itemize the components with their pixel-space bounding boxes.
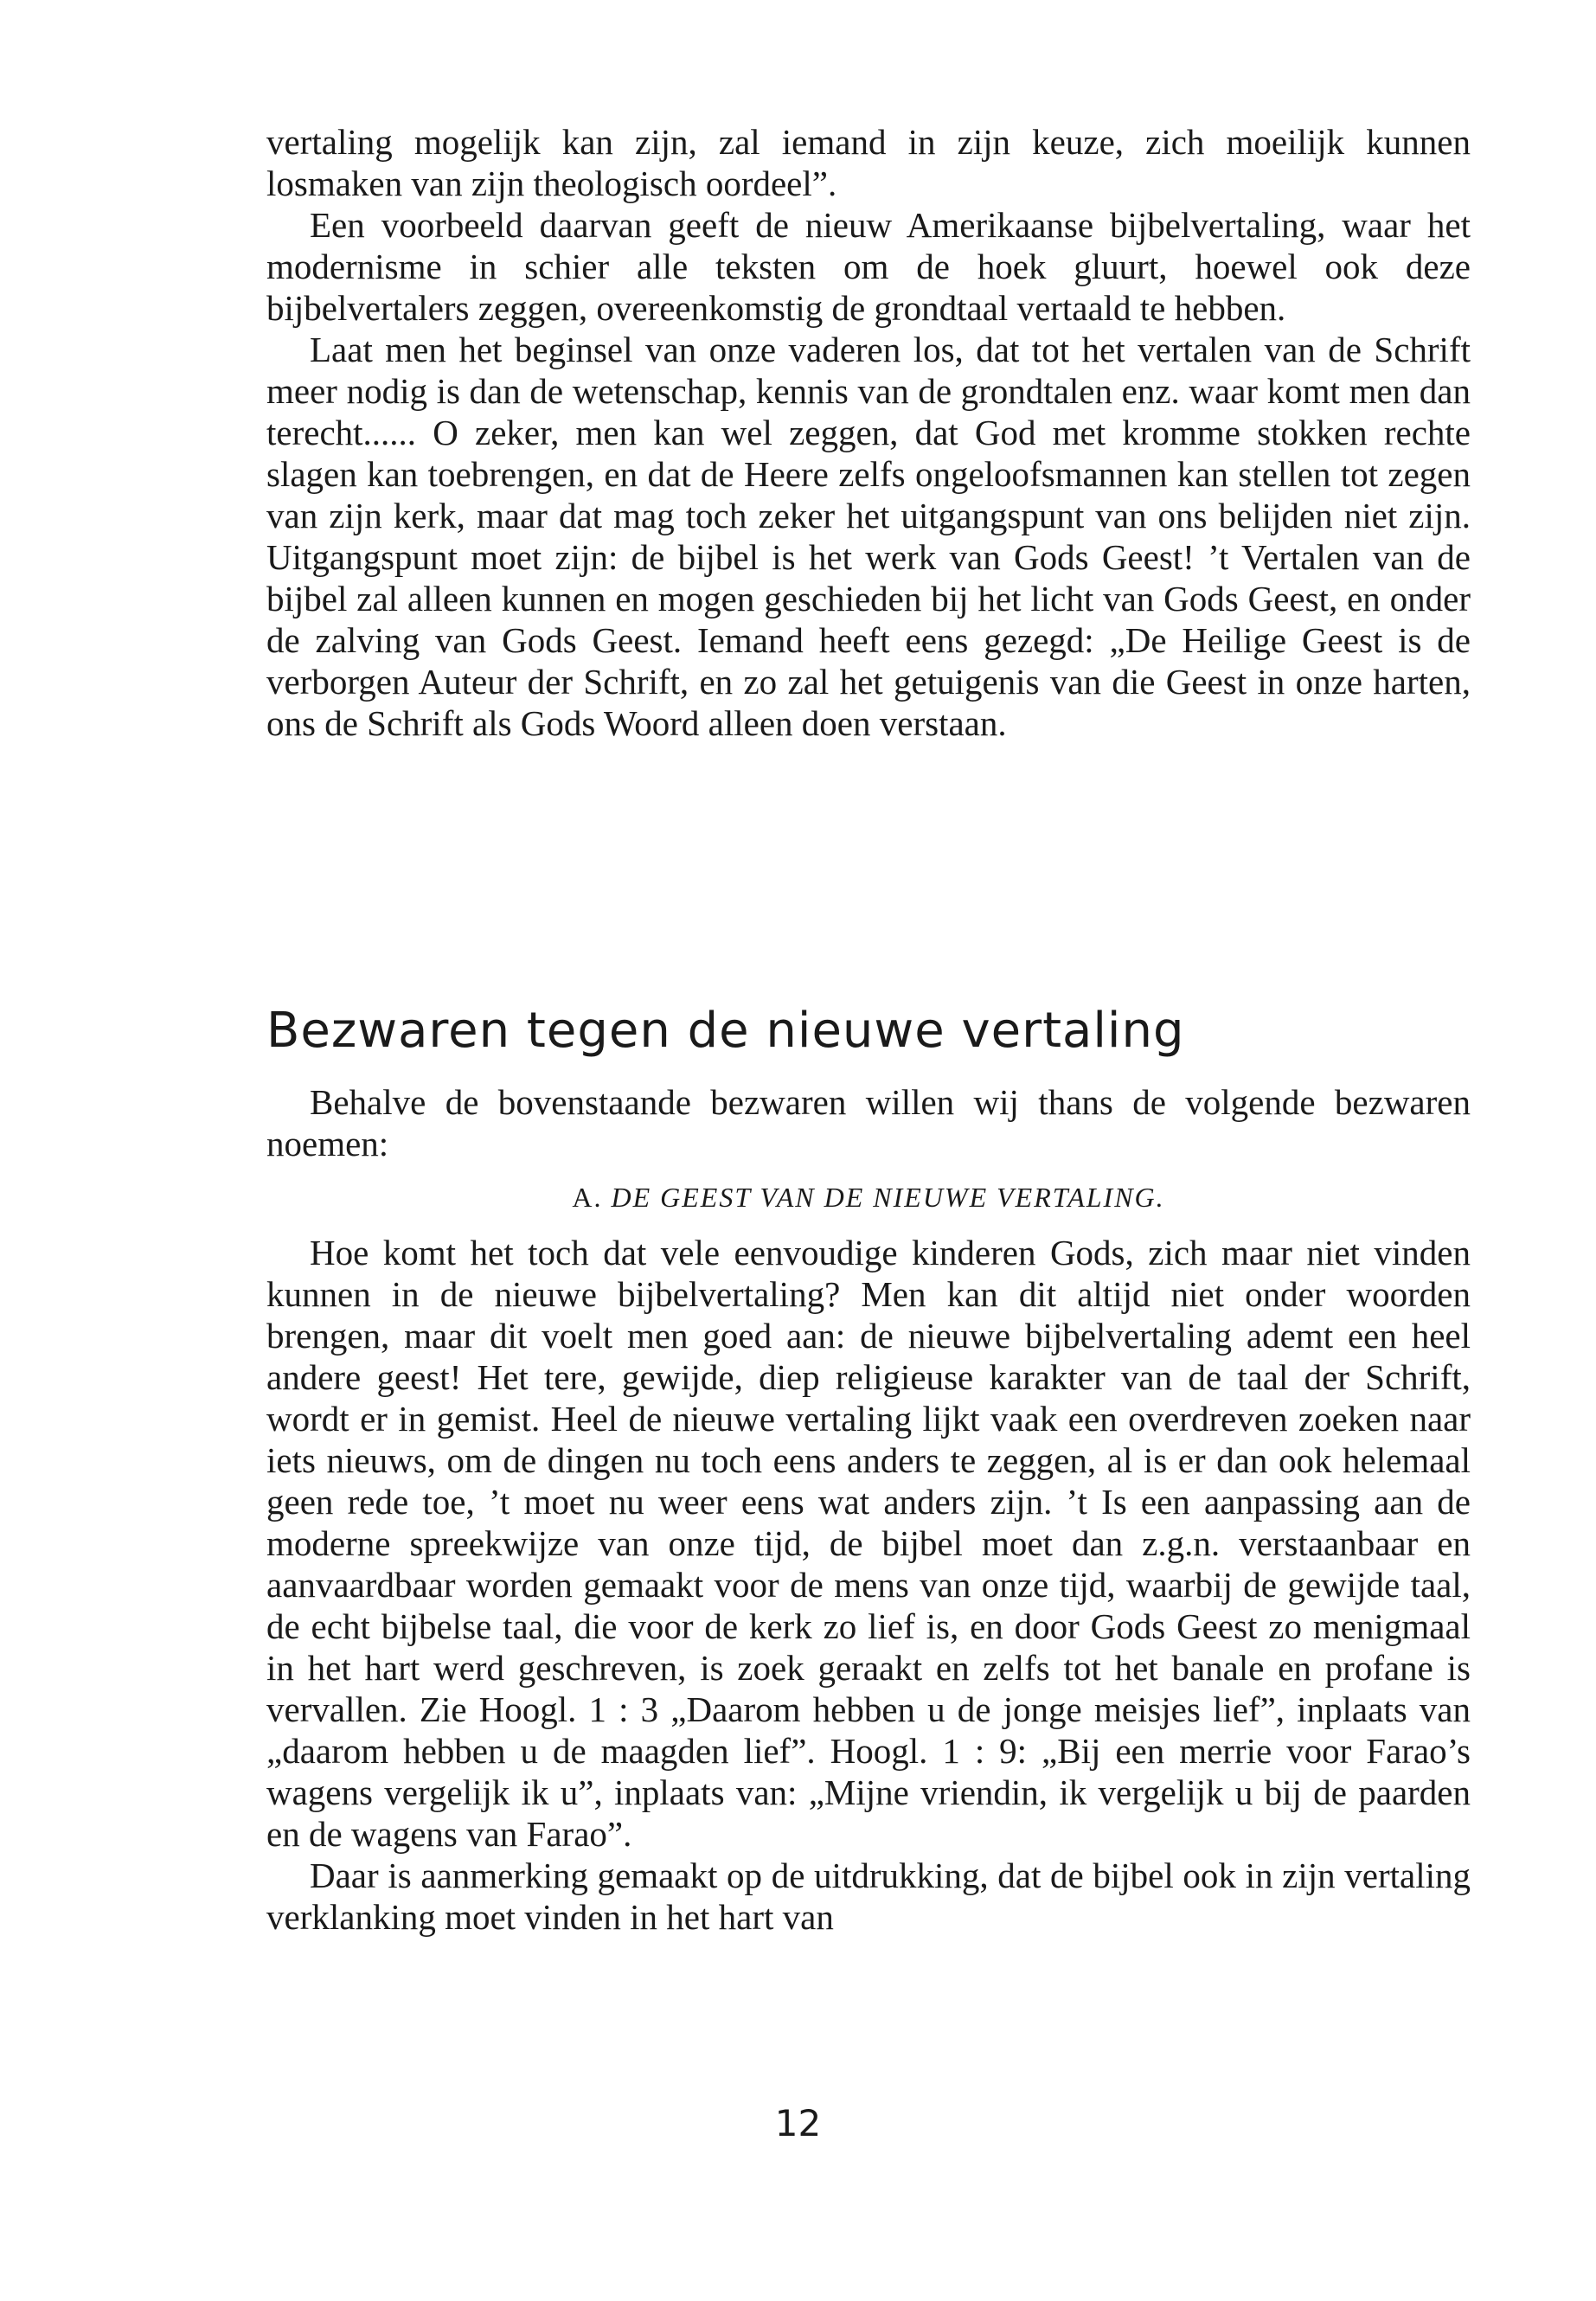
top-text-block [266,121,1471,744]
paragraph-continuation: vertaling mogelijk kan zijn, zal iemand in zijn keuze, zich moeilijk kunnen losmaken van zijn theologisch oordeel”. [266,122,1471,203]
paragraph-spirit: Hoe komt het toch dat vele eenvoudige kinderen Gods, zich maar niet vinden kunnen in de nieuwe bijbelvertaling? Men kan dit altijd niet onder woorden brengen, maar dit voelt men goed aan: de nieuwe bijbelvertaling ademt een heel andere geest! Het tere, gewijde, diep religieuse karakter van de taal der Schrift, wordt er in gemist. Heel de nieuwe vertaling lijkt vaak een overdreven zoeken naar iets nieuws, om de dingen nu toch eens anders te zeggen, al is er dan ook helemaal geen rede toe, ’t moet nu weer eens wat anders zijn. ’t Is een aanpassing aan de moderne spreekwijze van onze tijd, de bijbel moet dan z.g.n. verstaanbaar en aanvaardbaar worden gemaakt voor de mens van onze tijd, waarbij de gewijde taal, de echt bijbelse taal, die voor de kerk zo lief is, en door Gods Geest zo menigmaal in het hart werd geschreven, is zoek geraakt en zelfs tot het banale en profane is vervallen. Zie Hoogl. 1 : 3 „Daarom hebben u de jonge meisjes lief”, inplaats van „daarom hebben u de maagden lief”. Hoogl. 1 : 9: „Bij een merrie voor Farao’s wagens vergelijk ik u”, inplaats van: „Mijne vriendin, ik vergelijk u bij de paarden en de wagens van Farao”. [266,1233,1471,1854]
section-heading: Bezwaren tegen de nieuwe vertaling [266,1003,1185,1059]
subsection-title: DE GEEST VAN DE NIEUWE VERTALING. [611,1182,1165,1213]
section-text-block [266,1081,1471,1938]
paragraph-example: Een voorbeeld daarvan geeft de nieuw Amerikaanse bijbelvertaling, waar het modernisme in schier alle teksten om de hoek gluurt, hoewel ook deze bijbelvertalers zeggen, overeenkomstig de grondtaal vertaald te hebben. [266,205,1471,328]
subsection-heading [266,1180,1471,1215]
paragraph-intro: Behalve de bovenstaande bezwaren willen wij thans de volgende bezwaren noemen: [266,1082,1471,1163]
subsection-letter: A. [572,1182,603,1213]
paragraph-remark: Daar is aanmerking gemaakt op de uitdrukking, dat de bijbel ook in zijn vertaling verklanking moet vinden in het hart van [266,1856,1471,1937]
paragraph-principle: Laat men het beginsel van onze vaderen los, dat tot het vertalen van de Schrift meer nodig is dan de wetenschap, kennis van de grondtalen enz. waar komt men dan terecht...... O zeker, men kan wel zeggen, dat God met kromme stokken rechte slagen kan toebrengen, en dat de Heere zelfs ongeloofsmannen kan stellen tot zegen van zijn kerk, maar dat mag toch zeker het uitgangspunt van ons belijden niet zijn. Uitgangspunt moet zijn: de bijbel is het werk van Gods Geest! ’t Vertalen van de bijbel zal alleen kunnen en mogen geschieden bij het licht van Gods Geest, en onder de zalving van Gods Geest. Iemand heeft eens gezegd: „De Heilige Geest is de verborgen Auteur der Schrift, en zo zal het getuigenis van die Geest in onze harten, ons de Schrift als Gods Woord alleen doen verstaan. [266,330,1471,743]
page-number: 12 [774,2102,822,2144]
